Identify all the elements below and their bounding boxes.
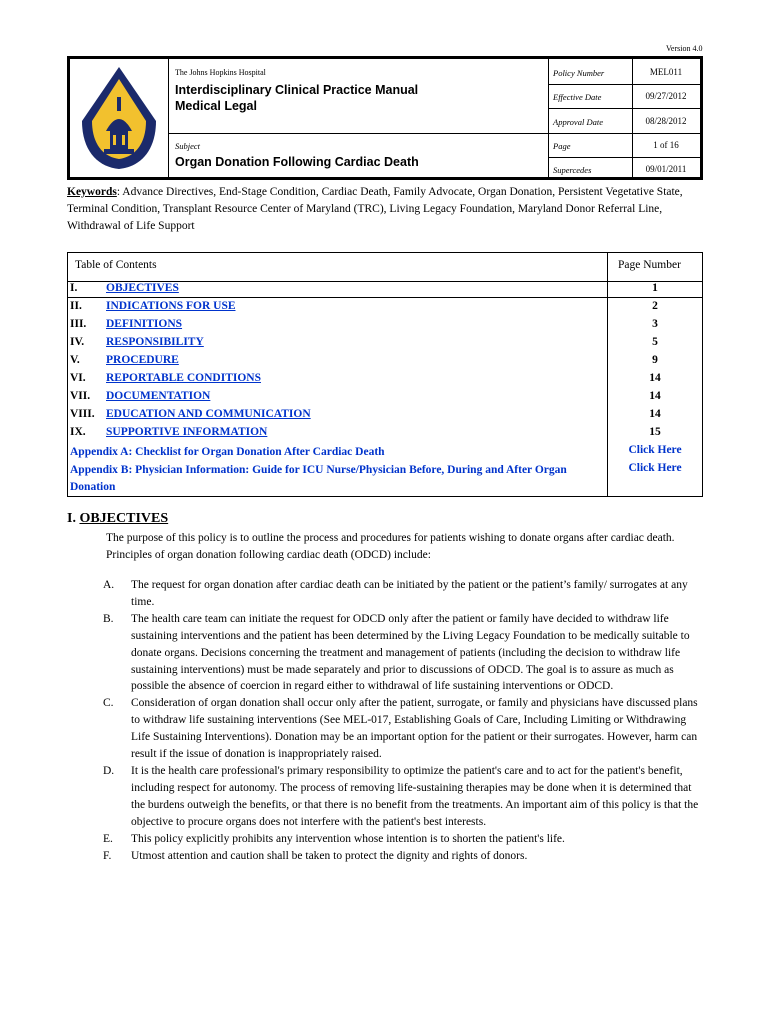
- toc-link-reportable[interactable]: REPORTABLE CONDITIONS: [106, 372, 261, 384]
- toc-link-definitions[interactable]: DEFINITIONS: [106, 318, 183, 330]
- toc-link-procedure[interactable]: PROCEDURE: [106, 354, 179, 366]
- section-heading-objectives: I. OBJECTIVES: [67, 511, 169, 526]
- toc-row: I. OBJECTIVES 1: [70, 282, 658, 294]
- objectives-list: [67, 577, 707, 864]
- toc-row: IV. RESPONSIBILITY 5: [70, 336, 658, 348]
- policy-number-label: Policy Number: [553, 68, 605, 78]
- keywords-paragraph: [67, 184, 707, 235]
- appendix-a-click-here[interactable]: Click Here: [628, 444, 682, 456]
- toc-row: IX. SUPPORTIVE INFORMATION 15: [70, 426, 661, 438]
- supercedes-value: 09/01/2011: [645, 164, 687, 174]
- effective-date-value: 09/27/2012: [645, 91, 687, 101]
- toc-title: Table of Contents: [75, 259, 157, 271]
- list-item: F. Utmost attention and caution shall be taken to protect the dignity and rights of donors.: [103, 849, 528, 862]
- subject-label: Subject: [175, 141, 201, 151]
- toc-row: III. DEFINITIONS 3: [70, 318, 658, 330]
- appendix-b-click-here[interactable]: Click Here: [628, 462, 682, 474]
- toc-link-responsibility[interactable]: RESPONSIBILITY: [106, 336, 204, 348]
- manual-title: Interdisciplinary Clinical Practice Manual Medical Legal: [175, 83, 419, 113]
- approval-date-value: 08/28/2012: [645, 116, 687, 126]
- table-of-contents: [67, 252, 703, 497]
- policy-header: [67, 56, 703, 180]
- keywords-label: Keywords: [67, 186, 117, 198]
- hospital-name: The Johns Hopkins Hospital: [175, 68, 266, 77]
- toc-link-indications[interactable]: INDICATIONS FOR USE: [106, 300, 236, 312]
- page-label: Page: [553, 141, 571, 151]
- page-value: 1 of 16: [653, 140, 679, 150]
- toc-row: VI. REPORTABLE CONDITIONS 14: [70, 372, 661, 384]
- toc-row: VII. DOCUMENTATION 14: [70, 390, 661, 402]
- toc-page-header: Page Number: [618, 259, 681, 271]
- toc-row: VIII. EDUCATION AND COMMUNICATION 14: [70, 408, 661, 420]
- toc-link-education[interactable]: EDUCATION AND COMMUNICATION: [106, 408, 311, 420]
- toc-row: V. PROCEDURE 9: [70, 354, 658, 366]
- version-label: Version 4.0: [666, 44, 703, 53]
- appendix-b-link[interactable]: Appendix B: Physician Information: Guide for ICU Nurse/Physician Before, During and After Organ Donation: [70, 464, 567, 493]
- toc-link-supportive[interactable]: SUPPORTIVE INFORMATION: [106, 426, 268, 438]
- appendix-a-link[interactable]: Appendix A: Checklist for Organ Donation After Cardiac Death: [70, 446, 385, 458]
- objectives-intro: The purpose of this policy is to outline the process and procedures for patients wishing to donate organs after cardiac death. Principles of organ donation following cardiac death (ODCD) include:: [106, 532, 675, 561]
- hopkins-logo: [70, 59, 169, 177]
- policy-number-value: MEL011: [649, 67, 683, 77]
- toc-link-objectives[interactable]: OBJECTIVES: [106, 282, 179, 294]
- subject-title: Organ Donation Following Cardiac Death: [175, 155, 419, 169]
- toc-row: II. INDICATIONS FOR USE 2: [70, 300, 658, 312]
- supercedes-label: Supercedes: [553, 165, 592, 175]
- approval-date-label: Approval Date: [553, 117, 603, 127]
- effective-date-label: Effective Date: [553, 92, 602, 102]
- list-item: B. The health care team can initiate the request for ODCD only after the patient or family have decided to withdraw life sustaining interventions and the patient has been determined by the Living Legacy Foundation to be medically suitable to donate organs. Decisions concerning the treatment and management of patients (including the decision to withdraw life sustaining interventions) must be made separately and prior to discussions of ODCD. The goal is to assure as much as possible the absence of coercion in regard either to withdrawal of life sustaining interventions or ODCD.: [103, 612, 690, 693]
- keywords-text: : Advance Directives, End-Stage Condition, Cardiac Death, Family Advocate, Organ Donation, Persistent Vegetative State, Terminal Condition, Transplant Resource Center of Maryland (TRC), Living Legacy Foundation, Maryland Donor Referral Line, Withdrawal of Life Support: [67, 186, 683, 232]
- dome-shield-icon: [70, 59, 168, 177]
- list-item: C. Consideration of organ donation shall occur only after the patient, surrogate, or family and physicians have discussed plans to withdraw life sustaining interventions (See MEL-017, Establishing Goals of Care, Including Limiting or Withdrawing Life Sustaining Interventions). Donation may be an important option for the patient or their surrogates. However, harm can result if the issue of donation is inappropriately raised.: [103, 697, 698, 761]
- toc-link-documentation[interactable]: DOCUMENTATION: [106, 390, 211, 402]
- list-item: A. The request for organ donation after cardiac death can be initiated by the patient or the patient’s family/ surrogates at any time.: [103, 579, 688, 608]
- list-item: D. It is the health care professional's primary responsibility to optimize the patient's care and to act for the patient's benefit, including respect for autonomy. The process of removing life-sustaining therapies may be done when it is determined that the burdens outweigh the benefits, or that there is no benefit from the treatments. An important aim of this policy is that the objective to procure organs does not interfere with the patient's best interests.: [103, 764, 699, 828]
- list-item: E. This policy explicitly prohibits any intervention whose intention is to shorten the patient's life.: [103, 832, 565, 845]
